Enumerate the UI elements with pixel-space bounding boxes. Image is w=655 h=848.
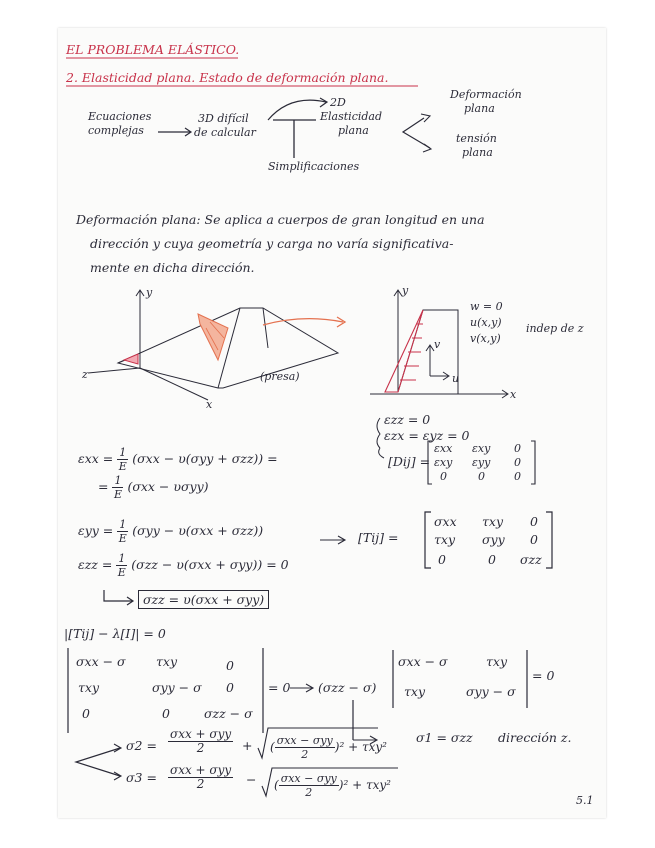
arrow-to-section	[263, 319, 343, 325]
independence-note: indep de z	[526, 322, 584, 335]
definition-line-1: Deformación plana: Se aplica a cuerpos de gran longitud en una	[76, 212, 485, 227]
flow-2d: 2D	[330, 96, 346, 109]
exx-equation: εxx = $\frac{1}{E}$ (σxx − υ(σyy + σzz)) =	[78, 446, 278, 473]
branch-arrows	[403, 118, 430, 148]
flow-3d: 3D difícil	[198, 112, 249, 125]
tij-label: [Tij] =	[358, 530, 399, 545]
sigma3-mean: σxx + σyy 2	[170, 763, 232, 791]
szz-result-box: σzz = υ(σxx + σyy)	[138, 590, 269, 609]
ezz-equation: εzz = $\frac{1}{E}$ (σzz − υ(σxx + σyy)) = 0	[78, 552, 289, 579]
section-subtitle: 2. Elasticidad plana. Estado de deformación plana.	[66, 70, 389, 85]
page-number: 5.1	[576, 794, 594, 807]
arrowhead-icon	[320, 98, 327, 107]
sigma3-lhs: σ3 =	[126, 770, 157, 785]
dij-label: [Dij] =	[388, 454, 431, 469]
factor-szz: (σzz − σ)	[318, 680, 377, 695]
eyy-equation: εyy = $\frac{1}{E}$ (σyy − υ(σxx + σzz))	[78, 518, 264, 545]
characteristic-equation: |[Tij] − λ[I]| = 0	[64, 626, 166, 641]
arrow-to-2d	[268, 100, 326, 120]
ezz-zero: εzz = 0	[384, 412, 431, 427]
presa-label: (presa)	[260, 370, 300, 383]
flow-plane-stress: tensión	[456, 132, 497, 145]
section-marker	[124, 354, 138, 364]
arrowhead-icon	[421, 114, 430, 122]
page-title: EL PROBLEMA ELÁSTICO.	[66, 42, 240, 57]
notebook-page: EL PROBLEMA ELÁSTICO. 2. Elasticidad plana. Estado de deformación plana. Ecuaciones complejas 3D difícil de calcular 2D Elasticidad plana Simplificaciones Deformación plana tensión plana Deformación plana: Se aplica a cuerpos de gran longitud en una dirección y cuya geometría y carga no varía significativa- mente en dicha dirección. y z x (presa) y x v u w = 0 u(x,y) v(x,y) indep de z εzz = 0 εzx = εyz = 0 [Dij] = εxx εxy 0 εxy εyy 0 0 0 0 εxx = $\frac{1}{E}$ (σxx − υ(σyy + σzz)) = = $\frac{1}{E}$ (σxx − υσyy) εyy = $\frac{1}{E}$ (σyy − υ(σxx + σzz)) εzz = $\frac{1}{E}$ (σzz − υ(σxx + σyy)) = 0 σzz = υ(σxx + σyy) [Tij] = σxx τxy 0 τxy σyy 0 0 0 σzz |[Tij] − λ[I]| = 0 σxx − σ τxy 0 τxy σyy − σ 0 0 0 σzz − σ = 0 (σzz − σ) σxx − σ τxy τxy σyy − σ = 0 σ2 = σxx + σyy 2 + ( $\frac{\text{σxx − σyy}}{2}$ )² + τxy² σ1 = σzz dirección z. σ3 = σxx + σyy 2 − ( $\frac{\text{σxx − σyy}}{2}$ )² + τxy² 5.1	[58, 28, 606, 818]
sigma1-direction: dirección z.	[498, 730, 572, 745]
definition-line-2: dirección y cuya geometría y carga no varía significativa-	[90, 236, 454, 251]
sigma2-root: ( $\frac{\text{σxx − σyy}}{2}$ )² + τxy²	[270, 734, 387, 761]
flow-complex-eq: Ecuaciones	[88, 110, 152, 123]
exx-simplified: = $\frac{1}{E}$ (σxx − υσyy)	[98, 474, 209, 501]
sigma2-mean: σxx + σyy 2	[170, 727, 232, 755]
flow-plane-elasticity: Elasticidad	[320, 110, 383, 123]
sigma3-root: ( $\frac{\text{σxx − σyy}}{2}$ )² + τxy²	[274, 772, 391, 799]
definition-line-3: mente en dicha dirección.	[90, 260, 255, 275]
sigma2-lhs: σ2 =	[126, 738, 157, 753]
w-condition: w = 0	[470, 300, 503, 313]
sigma1-result: σ1 = σzz	[416, 730, 473, 745]
flow-simplifications: Simplificaciones	[268, 160, 360, 173]
flow-plane-strain: Deformación	[450, 88, 522, 101]
drawing-layer	[58, 28, 606, 818]
ezx-zero: εzx = εyz = 0	[384, 428, 470, 443]
